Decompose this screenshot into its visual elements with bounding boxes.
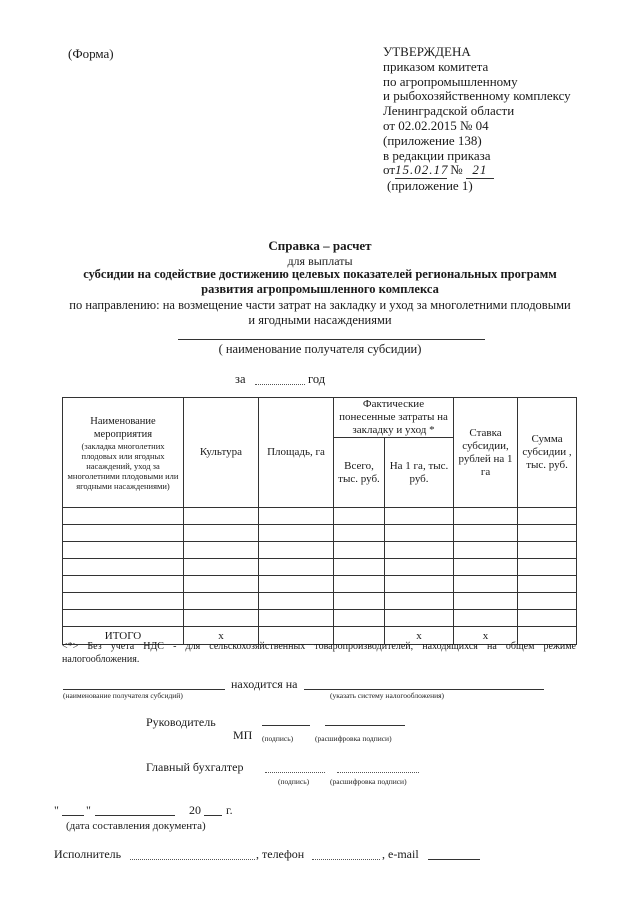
footnote: <*> Без учета НДС - для сельскохозяйственных товаропроизводителей, находящихся на общем режиме налогообложения.	[62, 641, 576, 665]
executor-phone-label: , телефон	[256, 847, 305, 861]
approval-line: Ленинградской области	[383, 103, 515, 119]
edition-date: 15.02.17	[395, 162, 449, 178]
document-purpose: для выплаты	[287, 254, 353, 268]
table-cell	[63, 542, 184, 559]
date-caption: (дата составления документа)	[66, 820, 206, 832]
total-label: ИТОГО	[63, 627, 184, 645]
table-row	[63, 610, 577, 627]
header-rate: Ставка субсидии, рублей на 1 га	[454, 398, 518, 508]
table-cell	[454, 559, 518, 576]
date-quote-close: "	[86, 803, 91, 817]
approval-line: от 02.02.2015 № 04	[383, 117, 489, 133]
table-row	[63, 508, 577, 525]
date-day-line	[62, 815, 84, 816]
table-cell	[385, 559, 454, 576]
table-cell	[184, 508, 259, 525]
table-cell	[63, 576, 184, 593]
header-sum: Сумма субсидии , тыс. руб.	[518, 398, 577, 508]
subsidy-line-1: субсидии на содействие достижению целевых показателей региональных программ	[83, 267, 557, 281]
edition-prefix: от	[383, 162, 396, 178]
table-cell	[518, 576, 577, 593]
date-year-prefix: 20	[189, 803, 201, 817]
date-year-line	[204, 815, 222, 816]
recipient-line	[178, 339, 485, 340]
head-transcript-caption: (расшифровка подписи)	[315, 734, 392, 743]
approval-line: (приложение 138)	[383, 132, 482, 148]
table-cell	[385, 508, 454, 525]
edition-line	[383, 163, 571, 179]
table-cell	[184, 542, 259, 559]
approval-line: в редакции приказа	[383, 147, 491, 163]
header-culture: Культура	[184, 398, 259, 508]
total-cell: х	[184, 627, 259, 645]
total-cell: х	[454, 627, 518, 645]
table-cell	[184, 593, 259, 610]
year-blank	[255, 384, 305, 385]
table-cell	[518, 525, 577, 542]
table-cell	[385, 593, 454, 610]
executor-name-line	[130, 859, 255, 860]
table-cell	[63, 593, 184, 610]
document-title: Справка – расчет	[268, 238, 372, 253]
form-label: (Форма)	[68, 46, 114, 61]
table-cell	[385, 525, 454, 542]
approval-block	[383, 45, 571, 194]
header-area: Площадь, га	[259, 398, 334, 508]
table-cell	[63, 508, 184, 525]
approval-line: и рыбохозяйственному комплексу	[383, 88, 571, 104]
table-cell	[454, 576, 518, 593]
head-signature-line	[262, 725, 310, 726]
table-row	[63, 559, 577, 576]
tax-system-line	[304, 689, 544, 690]
head-label: Руководитель	[146, 715, 216, 729]
table-row	[63, 576, 577, 593]
year-prefix: за	[235, 372, 246, 386]
subsidy-line-2: развития агропромышленного комплекса	[201, 282, 439, 296]
table-cell	[259, 576, 334, 593]
table-cell	[259, 508, 334, 525]
table-cell	[184, 576, 259, 593]
table-cell	[454, 542, 518, 559]
subsidy-table	[62, 397, 577, 645]
accountant-signature-line	[265, 772, 325, 773]
direction-line-1: по направлению: на возмещение части затрат на закладку и уход за многолетними плодовыми	[69, 298, 571, 312]
table-cell	[518, 508, 577, 525]
header-event-note: (закладка многолетних плодовых или ягодных насаждений, уход за многолетними плодовыми или ягодными насаждениями)	[67, 440, 179, 491]
edition-number: 21	[466, 163, 494, 179]
header-event	[63, 398, 184, 508]
table-cell	[385, 542, 454, 559]
table-cell	[518, 593, 577, 610]
table-row	[63, 542, 577, 559]
table-cell	[518, 542, 577, 559]
table-cell	[184, 525, 259, 542]
table-cell	[259, 525, 334, 542]
executor-phone-line	[312, 859, 380, 860]
table-cell	[63, 559, 184, 576]
table-cell	[184, 559, 259, 576]
year-suffix: год	[308, 372, 326, 386]
table-cell	[334, 508, 385, 525]
header-event-title: Наименование мероприятия	[90, 415, 156, 440]
head-signature-caption: (подпись)	[262, 734, 294, 743]
annex-label: (приложение 1)	[387, 178, 473, 194]
table-cell	[259, 610, 334, 627]
header-costs-total: Всего, тыс. руб.	[334, 438, 385, 508]
approval-line: приказом комитета	[383, 58, 489, 74]
table-cell	[518, 610, 577, 627]
head-transcript-line	[325, 725, 405, 726]
date-year-suffix: г.	[226, 803, 233, 817]
stamp-label: МП	[233, 728, 253, 742]
tax-recipient-line	[63, 689, 225, 690]
table-cell	[184, 610, 259, 627]
approval-line: по агропромышленному	[383, 73, 518, 89]
direction-line-2: и ягодными насаждениями	[248, 313, 392, 327]
table-row	[63, 593, 577, 610]
table-cell	[63, 610, 184, 627]
recipient-caption: ( наименование получателя субсидии)	[218, 342, 422, 356]
executor-label: Исполнитель	[54, 847, 122, 861]
table-cell	[454, 610, 518, 627]
executor-email-label: , e-mail	[382, 847, 419, 861]
tax-system-caption: (указать систему налогообложения)	[330, 691, 445, 700]
accountant-transcript-caption: (расшифровка подписи)	[330, 777, 407, 786]
date-quote-open: "	[54, 803, 59, 817]
table-cell	[334, 559, 385, 576]
executor-email-line	[428, 859, 480, 860]
table-row	[63, 525, 577, 542]
accountant-label: Главный бухгалтер	[146, 760, 244, 774]
date-month-line	[95, 815, 175, 816]
tax-located-on: находится на	[231, 677, 298, 691]
header-costs: Фактические понесенные затраты на закладку и уход *	[334, 398, 454, 438]
approval-title: УТВЕРЖДЕНА	[383, 44, 471, 59]
table-cell	[385, 610, 454, 627]
accountant-transcript-line	[337, 772, 419, 773]
table-cell	[259, 542, 334, 559]
table-cell	[454, 525, 518, 542]
table-cell	[259, 559, 334, 576]
table-cell	[334, 542, 385, 559]
accountant-signature-caption: (подпись)	[278, 777, 310, 786]
table-cell	[334, 576, 385, 593]
edition-number-sign: №	[450, 162, 463, 178]
header-costs-per-ha: На 1 га, тыс. руб.	[385, 438, 454, 508]
table-cell	[454, 508, 518, 525]
table-cell	[259, 593, 334, 610]
table-cell	[518, 559, 577, 576]
table-cell	[334, 593, 385, 610]
table-cell	[385, 576, 454, 593]
table-cell	[454, 593, 518, 610]
table-header-row	[63, 398, 577, 438]
table-cell	[334, 525, 385, 542]
total-cell: х	[385, 627, 454, 645]
tax-recipient-caption: (наименование получателя субсидий)	[63, 691, 183, 700]
table-cell	[334, 610, 385, 627]
table-cell	[63, 525, 184, 542]
